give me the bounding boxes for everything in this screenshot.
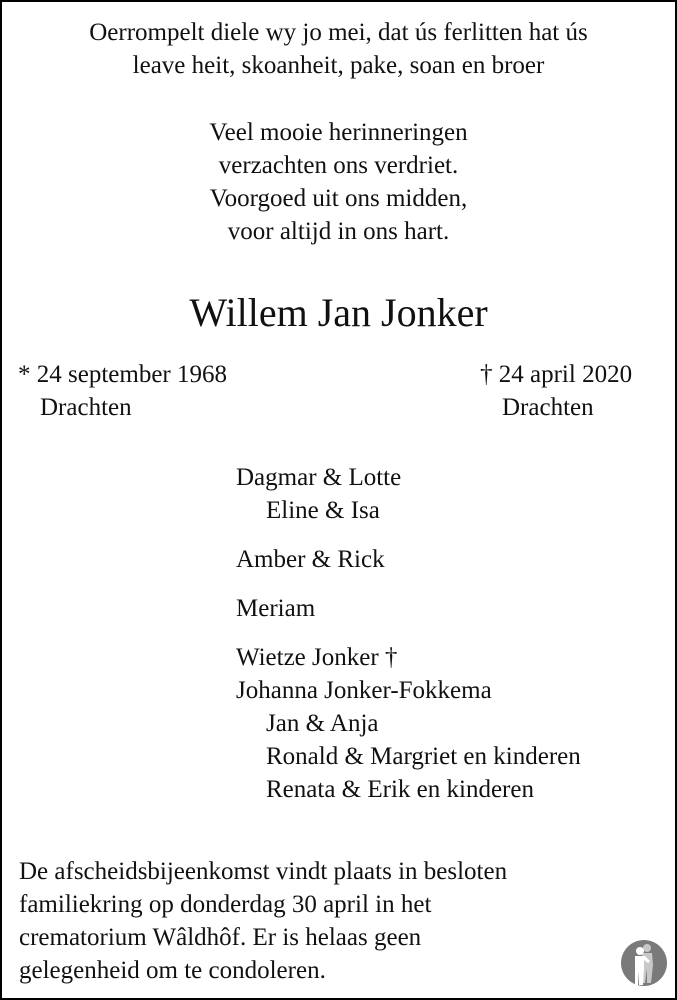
death-date: † 24 april 2020: [480, 361, 633, 388]
intro-line: Oerrompelt diele wy jo mei, dat ús ferlitten hat ús: [89, 19, 588, 46]
closing-line: familiekring op donderdag 30 april in het: [19, 891, 432, 918]
closing-line: De afscheidsbijeenkomst vindt plaats in besloten: [19, 858, 508, 885]
intro-line: leave heit, skoanheit, pake, soan en broer: [132, 52, 545, 79]
poem-line: verzachten ons verdriet.: [218, 152, 459, 179]
closing-line: crematorium Wâldhôf. Er is helaas geen: [19, 924, 422, 951]
intro-text: [2, 16, 675, 82]
embracing-figures-icon: [620, 939, 668, 987]
family-member: Johanna Jonker-Fokkema: [236, 677, 492, 704]
family-member: Wietze Jonker †: [236, 644, 398, 671]
poem: [2, 116, 675, 248]
poem-line: Veel mooie herinneringen: [209, 119, 468, 146]
family-group: [236, 543, 581, 576]
death-place: Drachten: [502, 394, 594, 421]
poem-line: Voorgoed uit ons midden,: [209, 185, 468, 212]
death-info: [480, 358, 632, 424]
family-member: Meriam: [236, 595, 316, 622]
birth-info: [18, 358, 227, 424]
family-member: Jan & Anja: [266, 710, 379, 737]
closing-text: [19, 855, 507, 987]
family-member: Dagmar & Lotte: [236, 464, 402, 491]
family-group: [236, 592, 581, 625]
family-member: Eline & Isa: [266, 497, 380, 524]
closing-line: gelegenheid om te condoleren.: [19, 957, 326, 984]
family-list: [236, 461, 581, 822]
family-group: [236, 461, 581, 527]
family-member: Renata & Erik en kinderen: [266, 776, 534, 803]
deceased-name: Willem Jan Jonker: [189, 290, 488, 335]
family-member: Ronald & Margriet en kinderen: [266, 743, 581, 770]
birth-date: * 24 september 1968: [18, 361, 227, 388]
poem-line: voor altijd in ons hart.: [227, 218, 450, 245]
family-group: [236, 641, 581, 806]
birth-place: Drachten: [40, 394, 132, 421]
family-member: Amber & Rick: [236, 546, 385, 573]
